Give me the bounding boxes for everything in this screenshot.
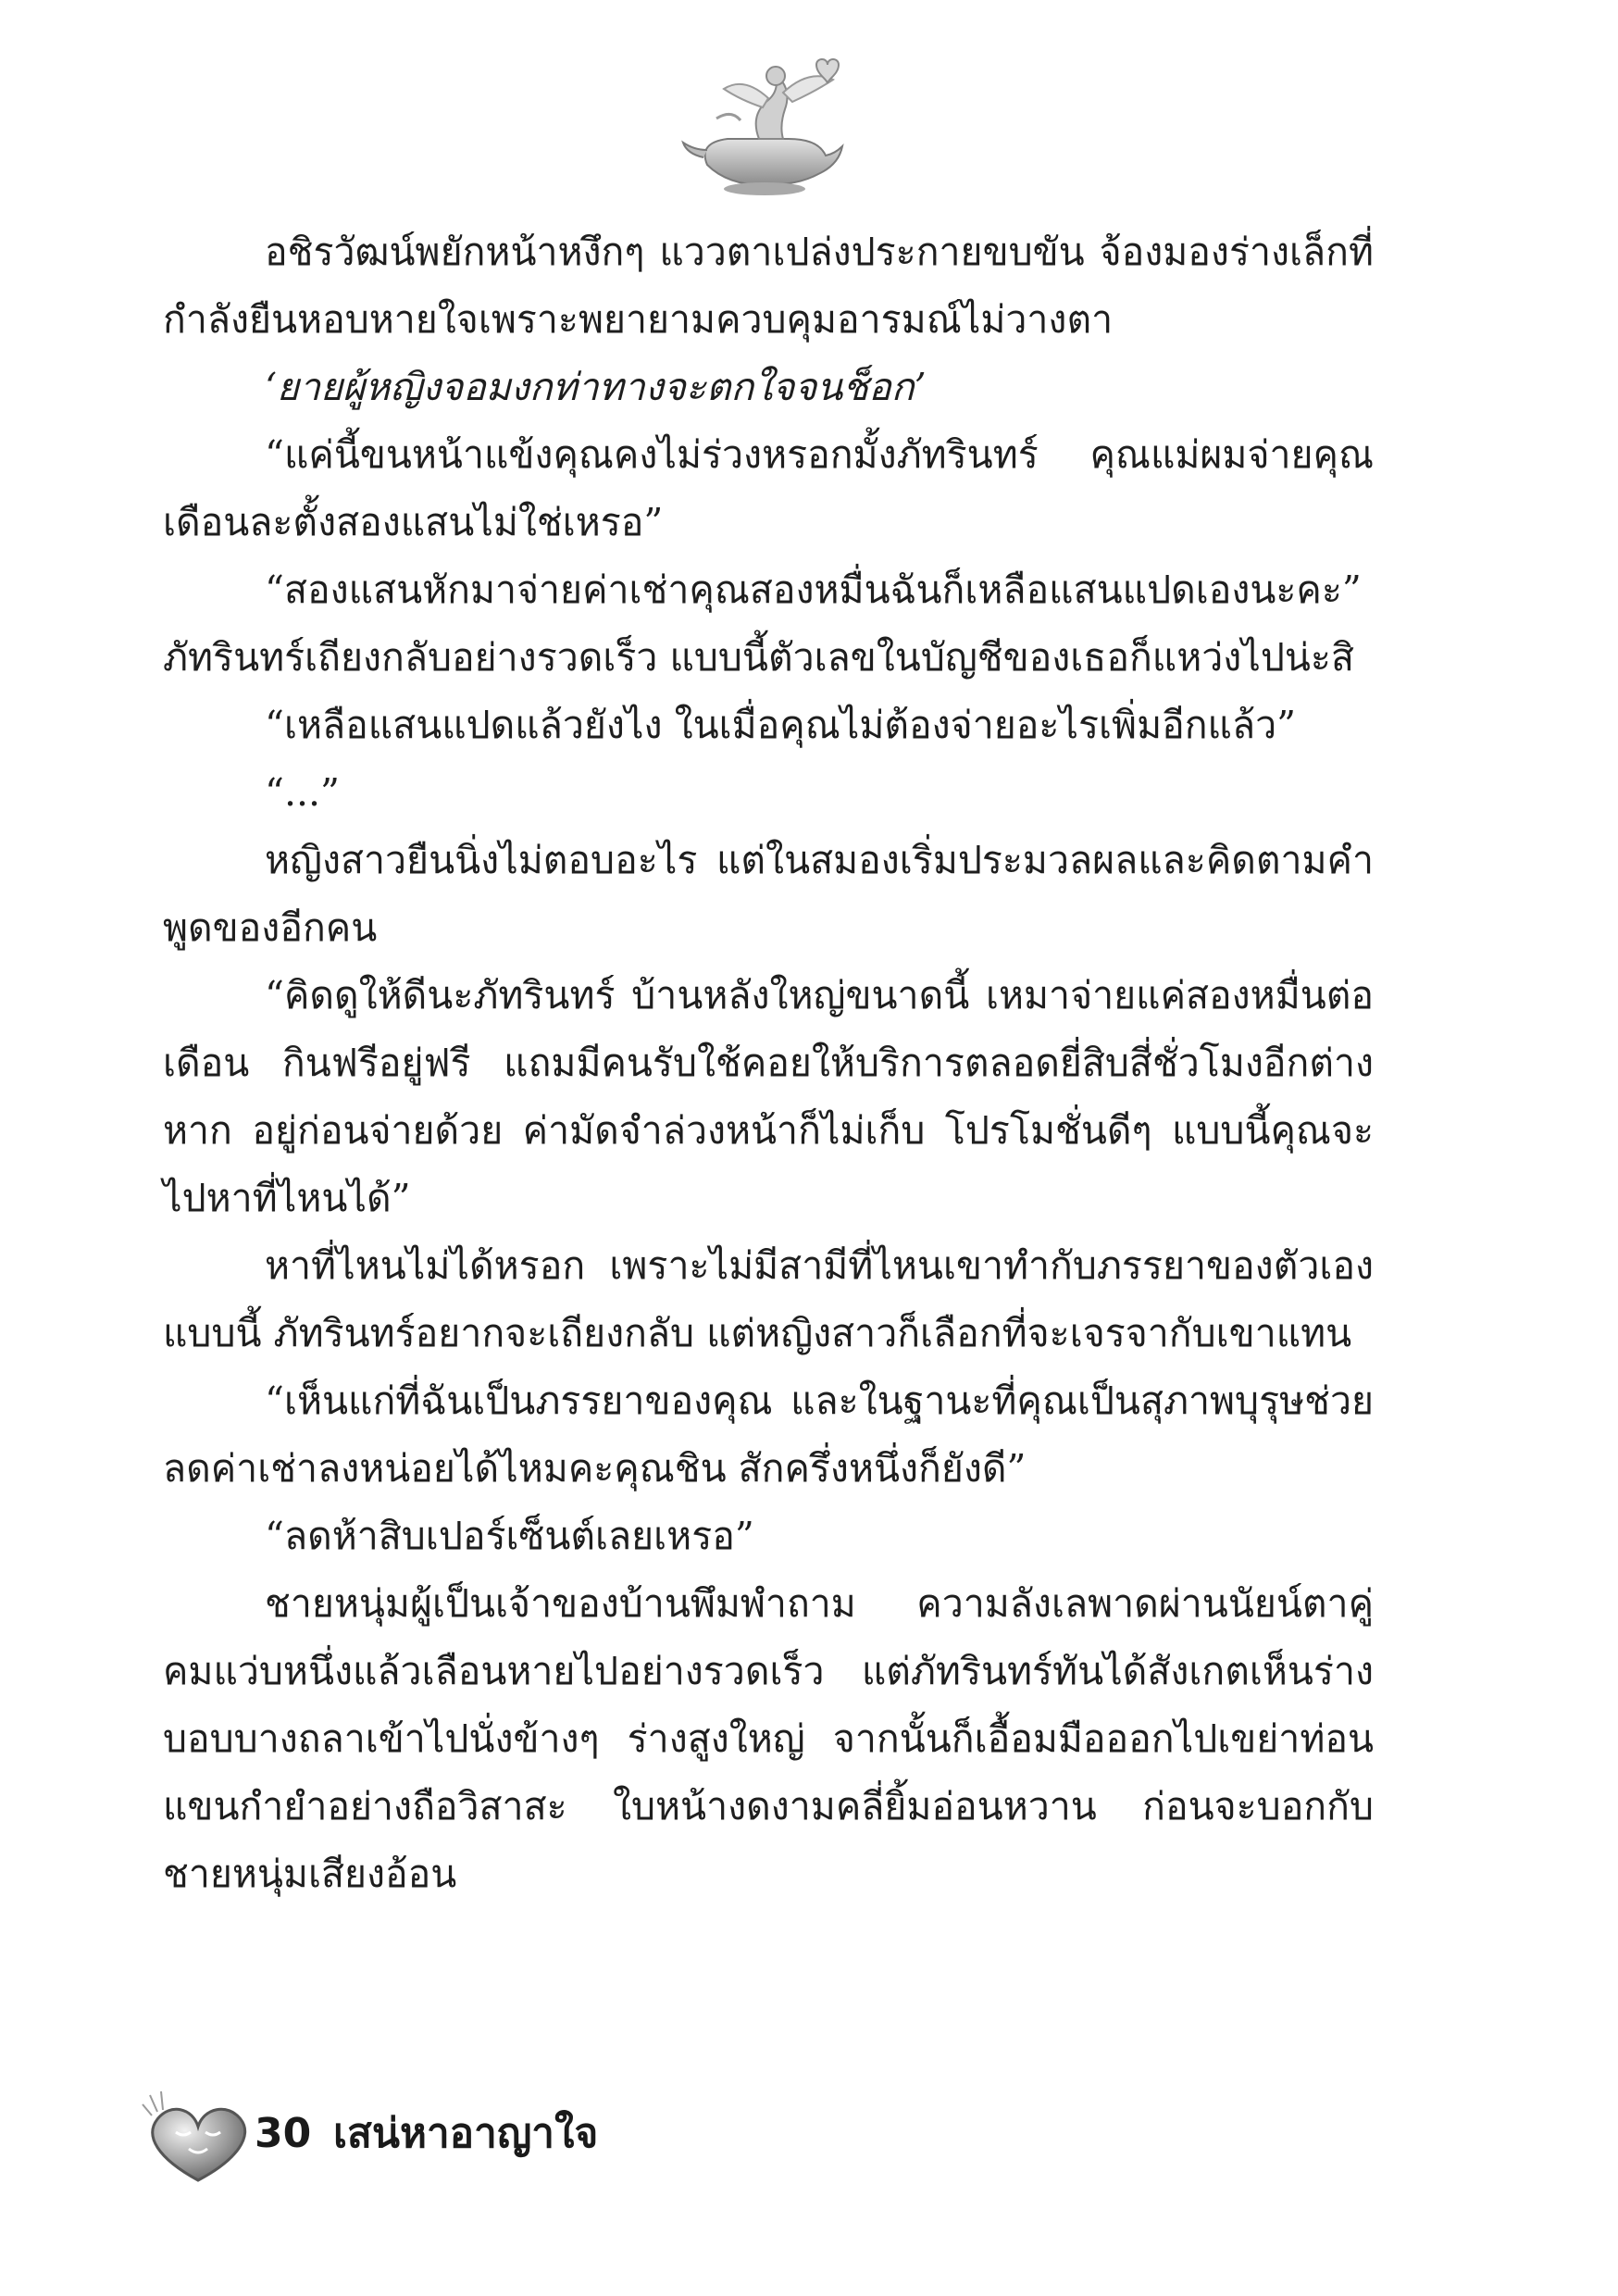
cupid-lamp-ornament-icon: [679, 54, 850, 198]
paragraph: “ลดห้าสิบเปอร์เซ็นต์เลยเหรอ”: [265, 1514, 754, 1558]
paragraph: อชิรวัฒน์พยักหน้าหงึกๆ แววตาเปล่งประกายขบขัน จ้องมองร่างเล็กที่กำลังยืนหอบหายใจเพราะพยายามควบคุมอารมณ์ไม่วางตา: [163, 230, 1374, 342]
page-number: 30: [255, 2110, 312, 2157]
paragraph: หาที่ไหนไม่ได้หรอก เพราะไม่มีสามีที่ไหนเขาทำกับภรรยาของตัวเองแบบนี้ ภัทรินทร์อยากจะเถียงกลับ แต่หญิงสาวก็เลือกที่จะเจรจากับเขาแทน: [163, 1243, 1374, 1355]
paragraph: “เหลือแสนแปดแล้วยังไง ในเมื่อคุณไม่ต้องจ่ายอะไรเพิ่มอีกแล้ว”: [265, 703, 1297, 747]
paragraph: “สองแสนหักมาจ่ายค่าเช่าคุณสองหมื่นฉันก็เหลือแสนแปดเองนะคะ” ภัทรินทร์เถียงกลับอย่างรวดเร็ว แบบนี้ตัวเลขในบัญชีของเธอก็แหว่งไปน่ะสิ: [163, 568, 1362, 680]
paragraph: ‘ยายผู้หญิงจอมงกท่าทางจะตกใจจนช็อก’: [265, 365, 927, 409]
paragraph: ชายหนุ่มผู้เป็นเจ้าของบ้านพึมพำถาม ความลังเลพาดผ่านนัยน์ตาคู่คมแว่บหนึ่งแล้วเลือนหายไปอย่างรวดเร็ว แต่ภัทรินทร์ทันได้สังเกตเห็นร่างบอบบางถลาเข้าไปนั่งข้างๆ ร่างสูงใหญ่ จากนั้นก็เอื้อมมือออกไปเขย่าท่อนแขนกำยำอย่างถือวิสาสะ ใบหน้างดงามคลี่ยิ้มอ่อนหวาน ก่อนจะบอกกับชายหนุ่มเสียงอ้อน: [163, 1581, 1374, 1896]
book-title: เสน่หาอาญาใจ: [333, 2110, 599, 2157]
heart-icon: [139, 2088, 257, 2190]
paragraph: หญิงสาวยืนนิ่งไม่ตอบอะไร แต่ในสมองเริ่มประมวลผลและคิดตามคำพูดของอีกคน: [163, 838, 1374, 950]
paragraph: “เห็นแก่ที่ฉันเป็นภรรยาของคุณ และในฐานะที่คุณเป็นสุภาพบุรุษช่วยลดค่าเช่าลงหน่อยได้ไหมคะคุณชิน สักครึ่งหนึ่งก็ยังดี”: [163, 1379, 1374, 1491]
paragraph: “คิดดูให้ดีนะภัทรินทร์ บ้านหลังใหญ่ขนาดนี้ เหมาจ่ายแค่สองหมื่นต่อเดือน กินฟรีอยู่ฟรี แถมมีคนรับใช้คอยให้บริการตลอดยี่สิบสี่ชั่วโมงอีกต่างหาก อยู่ก่อนจ่ายด้วย ค่ามัดจำล่วงหน้าก็ไม่เก็บ โปรโมชั่นดีๆ แบบนี้คุณจะไปหาที่ไหนได้”: [163, 973, 1374, 1220]
paragraph: “...”: [265, 770, 341, 815]
body-text: [163, 218, 1374, 1908]
page-footer: [139, 2088, 787, 2199]
paragraph: “แค่นี้ขนหน้าแข้งคุณคงไม่ร่วงหรอกมั้งภัทรินทร์ คุณแม่ผมจ่ายคุณเดือนละตั้งสองแสนไม่ใช่เหรอ”: [163, 432, 1374, 544]
